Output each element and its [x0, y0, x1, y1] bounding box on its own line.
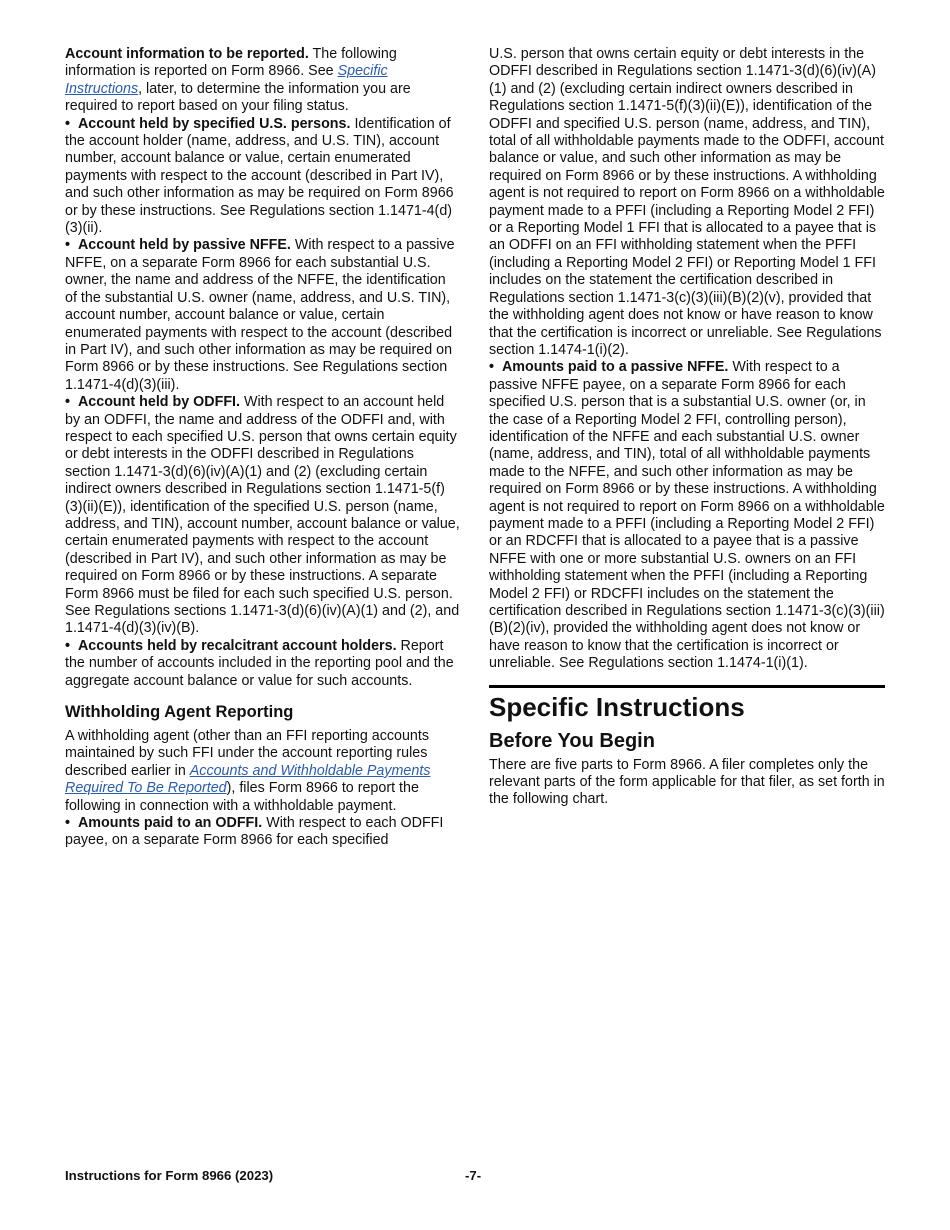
account-info-paragraph: Account information to be reported. The following information is reported on Form 8966. See Specific Instructions, later, to determine the information you are required to report based on your filing status.	[65, 46, 411, 115]
subsection-title: Before You Begin	[489, 729, 655, 752]
bullet-icon: •	[65, 115, 71, 132]
bullet-odffi: • Account held by ODFFI. With respect to an account held by an ODFFI, the name and address of the ODFFI and, with respect to each specified U.S. person that owns certain equity or debt interests in the ODFFI described in Regulations section 1.1471-3(d)(6)(iv)(A)(1) and (2) (excluding certain indirect owners described in Regulations section 1.1471-5(f)(3)(ii)(E)), identification of the specified U.S. person (name, address, and TIN), account number, account balance or value, certain enumerated payments with respect to the account (described in Part IV), and such other information as may be required on Form 8966 or by these instructions. A separate Form 8966 must be filed for each such specified U.S. person. See Regulations sections 1.1471-3(d)(6)(iv)(A)(1) and (2), and 1.1471-4(d)(3)(iv)(B).	[65, 394, 460, 637]
section-title: Specific Instructions	[489, 691, 745, 722]
bullet-icon: •	[65, 637, 71, 654]
specific-instructions-link[interactable]: Specific Instructions	[65, 63, 388, 97]
bullet-recalcitrant: • Accounts held by recalcitrant account holders. Report the number of accounts included in the reporting pool and the aggregate account balance or value for such accounts.	[65, 637, 454, 689]
page-footer	[65, 1168, 885, 1186]
right-column	[489, 46, 885, 809]
withholding-agent-paragraph: A withholding agent (other than an FFI reporting accounts maintained by such FFI under the account reporting rules described earlier in Accounts and Withholdable Payments Required To Be Reported), files Form 8966 to report the following in connection with a withholdable payment.	[65, 728, 431, 814]
odffi-continuation-paragraph: U.S. person that owns certain equity or debt interests in the ODFFI described in Regulations section 1.1471-3(d)(6)(iv)(A)(1) and (2) (excluding certain indirect owners described in Regulations section 1.1471-5(f)(3)(ii)(E)), identification of the ODFFI and specified U.S. person (name, address, and TIN), total of all withholdable payments made to the ODFFI, account balance or value, and such other information as may be required on Form 8966 or by these instructions. A withholding agent is not required to report on Form 8966 on a withholdable payment made to a PFFI (including a Reporting Model 2 FFI) or a Reporting Model 1 FFI that is allocated to a payee that is an ODFFI on an FFI withholding statement when the PFFI (including a Reporting Model 2 FFI) or Reporting Model 1 FFI includes on the statement the certification described in Regulations section 1.1471-3(c)(3)(iii)(B)(2)(v), provided that the withholding agent does not know or have reason to know that the certification is incorrect or unreliable. See Regulations section 1.1474-1(i)(2).	[489, 46, 885, 358]
account-info-title: Account information to be reported.	[65, 46, 309, 62]
bullet-icon: •	[65, 394, 71, 411]
bullet-icon: •	[65, 237, 71, 254]
withholding-agent-heading: Withholding Agent Reporting	[65, 703, 294, 722]
bullet-specified-us-persons: • Account held by specified U.S. persons. Identification of the account holder (name, address, and U.S. TIN), account number, account balance or value, certain enumerated payments with respect to the account (described in Part IV), and such other information as may be required on Form 8966 or by these instructions. See Regulations section 1.1471-4(d)(3)(ii).	[65, 115, 454, 237]
page-number: -7-	[465, 1168, 482, 1183]
left-column	[65, 46, 461, 850]
bullet-amounts-odffi: • Amounts paid to an ODFFI. With respect to each ODFFI payee, on a separate Form 8966 for each specified	[65, 815, 444, 849]
bullet-amounts-passive-nffe: • Amounts paid to a passive NFFE. With respect to a passive NFFE payee, on a separate Form 8966 for each specified U.S. person that is a substantial U.S. owner (or, in the case of a Reporting Model 2 FFI, controlling person), identification of the NFFE and each substantial U.S. owner (name, address, and TIN), total of all withholdable payments made to the NFFE, and such other information as may be required on Form 8966 or by these instructions. A withholding agent is not required to report on Form 8966 on a withholdable payment made to a PFFI (including a Reporting Model 2 FFI) or an RDCFFI that is allocated to a payee that is a passive NFFE with one or more substantial U.S. owners on an FFI withholding statement when the PFFI (including a Reporting Model 2 FFI) or RDCFFI includes on the statement the certification described in Regulations section 1.1471-3(c)(3)(iii)(B)(2)(iv), provided the withholding agent does not know or have reason to know that the certification is incorrect or unreliable. See Regulations section 1.1474-1(i)(1).	[489, 359, 885, 672]
footer-form-title: Instructions for Form 8966 (2023)	[65, 1168, 274, 1183]
bullet-passive-nffe: • Account held by passive NFFE. With respect to a passive NFFE, on a separate Form 8966 for each substantial U.S. owner, the name and address of the NFFE, the identification of the substantial U.S. owner (name, address, and U.S. TIN), account number, account balance or value, certain enumerated payments with respect to the account (described in Part IV), and such other information as may be required on Form 8966 or by these instructions. See Regulations section 1.1471-4(d)(3)(iii).	[65, 237, 455, 393]
before-you-begin-paragraph: There are five parts to Form 8966. A filer completes only the relevant parts of the form applicable for that filer, as set forth in the following chart.	[489, 756, 885, 808]
bullet-icon: •	[489, 359, 495, 376]
accounts-withholdable-payments-link[interactable]: Accounts and Withholdable Payments Required To Be Reported	[65, 762, 431, 797]
bullet-icon: •	[65, 815, 71, 832]
section-divider	[489, 685, 885, 688]
